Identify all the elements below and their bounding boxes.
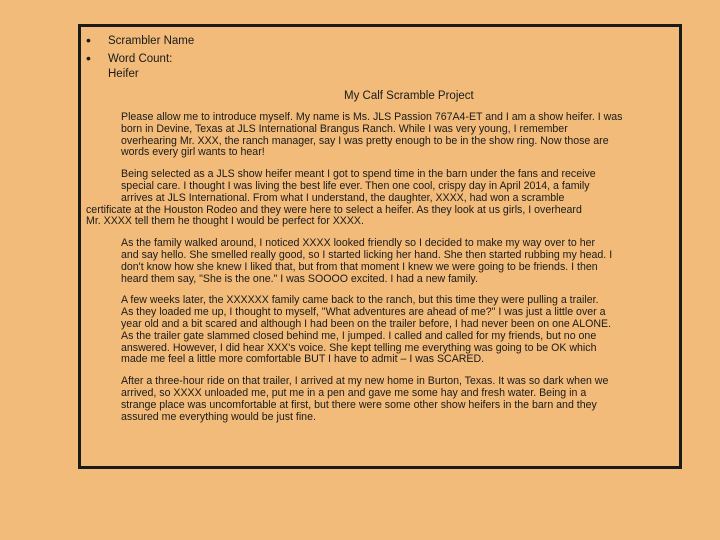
paragraph bbox=[86, 168, 679, 228]
paragraph-line: assured me everything would be just fine. bbox=[121, 410, 316, 423]
paragraph-line: As they loaded me up, I thought to myself, "What adventures are ahead of me?" I was just a little over a bbox=[121, 306, 606, 319]
paragraph-line: born in Devine, Texas at JLS International Brangus Ranch. While I was very young, I remember bbox=[121, 122, 568, 135]
paragraph-line: arrived, so XXXX unloaded me, put me in a pen and gave me some hay and fresh water. Being in a bbox=[121, 386, 587, 399]
document-title: My Calf Scramble Project bbox=[344, 90, 474, 102]
paragraph-line: strange place was uncomfortable at first, but there were some other show heifers in the barn and they bbox=[121, 398, 597, 411]
document-body bbox=[86, 112, 678, 433]
paragraph-line: year old and a bit scared and although I had been on the trailer before, I had never been on one ALONE. bbox=[121, 317, 612, 330]
paragraph bbox=[121, 238, 679, 285]
paragraph-line: After a three-hour ride on that trailer, I arrived at my new home in Burton, Texas. It was so dark when we bbox=[121, 375, 609, 388]
paragraph-line: special care. I thought I was living the best life ever. Then one cool, crispy day in April 2014, a family bbox=[121, 179, 590, 192]
paragraph bbox=[121, 112, 679, 159]
paragraph-line: answered. However, I did hear XXX's voice. She kept telling me everything was going to be OK which bbox=[121, 341, 597, 354]
paragraph-line: arrives at JLS International. From what I understand, the daughter, XXXX, had won a scramble bbox=[121, 191, 565, 204]
paragraph-line: and say hello. She smelled really good, so I started licking her hand. She then started rubbing my head. I bbox=[121, 248, 613, 261]
paragraph-line: Please allow me to introduce myself. My name is Ms. JLS Passion 767A4-ET and I am a show heifer. I was bbox=[121, 111, 623, 123]
bullet-sub-label: Heifer bbox=[108, 68, 139, 80]
paragraph-line: made me feel a little more comfortable BUT I have to admit – I was SCARED. bbox=[121, 353, 485, 366]
paragraph-line: words every girl wants to hear! bbox=[121, 146, 265, 159]
paragraph-line: heard them say, "She is the one." I was SOOOO excited. I had a new family. bbox=[121, 272, 478, 285]
paragraph-line: Being selected as a JLS show heifer meant I got to spend time in the barn under the fans and receive bbox=[121, 168, 596, 181]
bullet-label: Scrambler Name bbox=[108, 35, 195, 47]
paragraph-line: Mr. XXXX tell them he thought I would be perfect for XXXX. bbox=[86, 215, 364, 228]
paragraph bbox=[121, 376, 679, 423]
paragraph-line: As the family walked around, I noticed XXXX looked friendly so I decided to make my way over to her bbox=[121, 237, 596, 250]
paragraph bbox=[121, 295, 679, 366]
paragraph-line: As the trailer gate slammed closed behind me, I jumped. I called and called for my friends, but no one bbox=[121, 329, 597, 342]
header-bullet-list bbox=[86, 34, 194, 85]
bullet-word-count bbox=[86, 52, 194, 82]
paragraph-line: don't know how she knew I liked that, but from that moment I knew we were going to be friends. I then bbox=[121, 260, 598, 273]
bullet-dot-icon: • bbox=[86, 32, 91, 48]
paragraph-line: A few weeks later, the XXXXXX family came back to the ranch, but this time they were pulling a trailer. bbox=[121, 294, 599, 307]
bullet-scrambler-name bbox=[86, 34, 194, 49]
paragraph-line: overhearing Mr. XXX, the ranch manager, say I was pretty enough to be in the show ring. Now those are bbox=[121, 134, 609, 147]
paragraph-line: certificate at the Houston Rodeo and they were here to select a heifer. As they look at us girls, I overheard bbox=[86, 203, 582, 216]
bullet-label: Word Count: bbox=[108, 53, 173, 65]
bullet-dot-icon: • bbox=[86, 50, 91, 66]
